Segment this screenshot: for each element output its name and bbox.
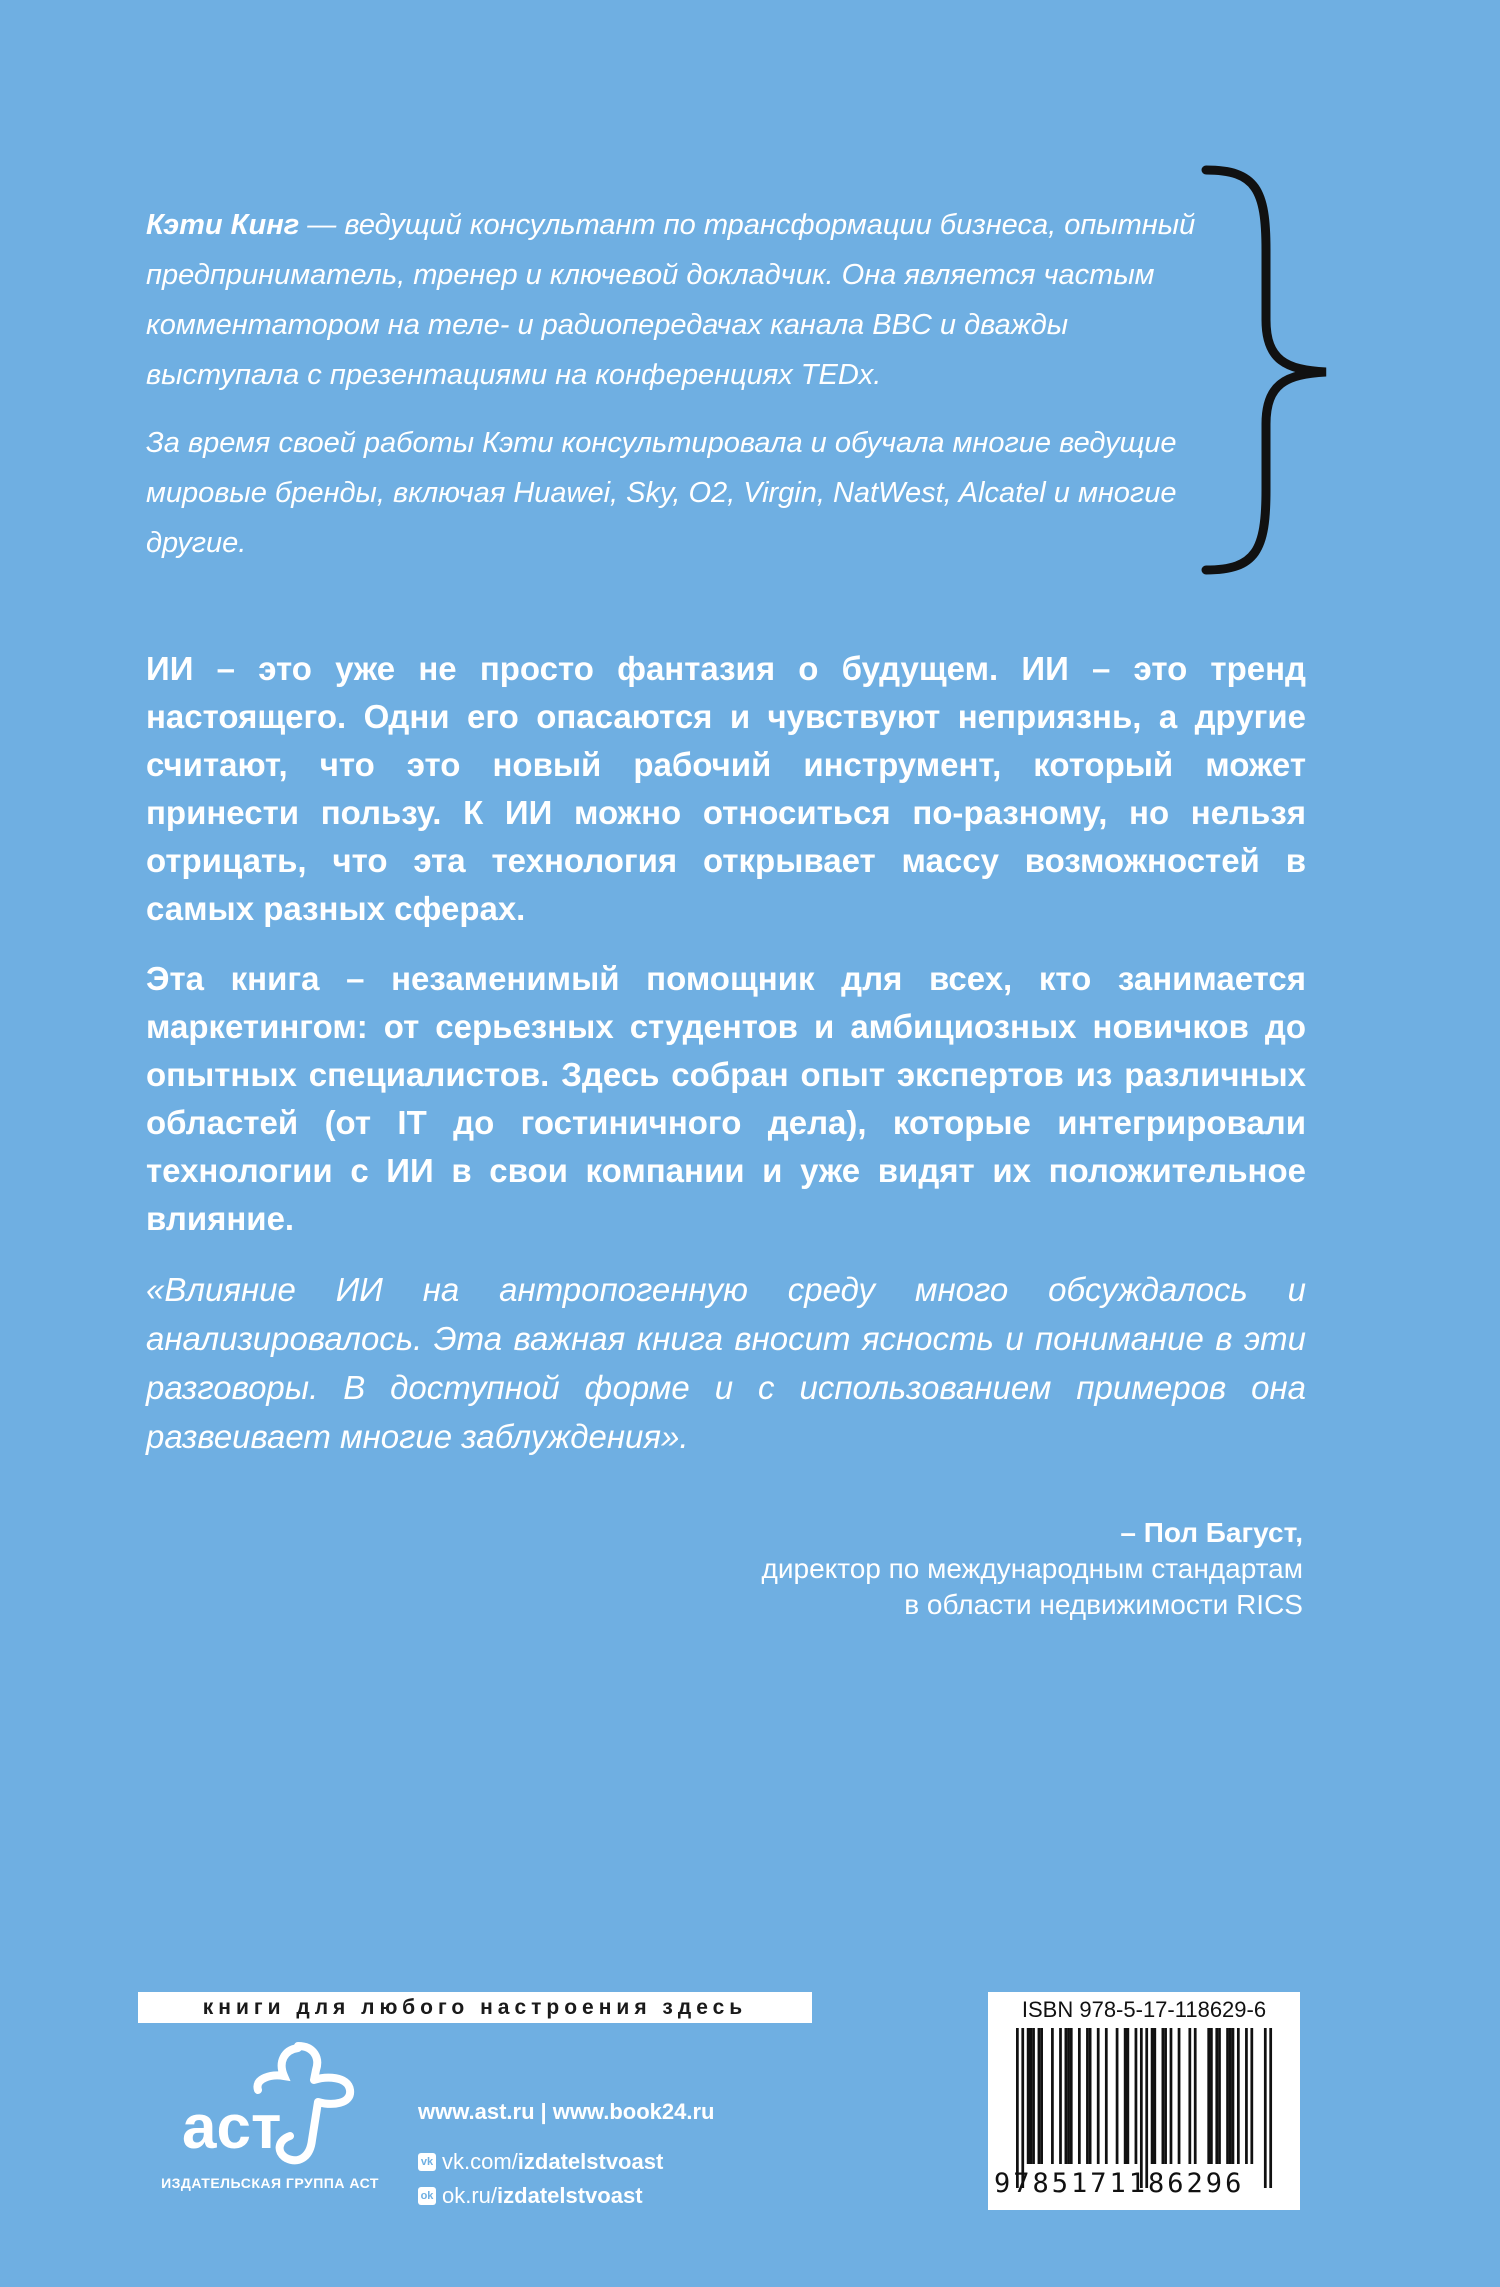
description-paragraph-2: Эта книга – незаменимый помощник для всех, кто занимается маркетингом: от серьезных студентов и амбициозных новичков до опытных специалистов. Здесь собран опыт экспертов из различных областей (от IT до гостиничного дела), которые интегрировали технологии с ИИ в свои компании и уже видят их положительное влияние. bbox=[146, 960, 1306, 1237]
description-paragraph-1: ИИ – это уже не просто фантазия о будущем. ИИ – это тренд настоящего. Одни его опасаются и чувствуют неприязнь, а другие считают, что это новый рабочий инструмент, который может принести пользу. К ИИ можно относиться по-разному, но нельзя отрицать, что эта технология открывает массу возможностей в самых разных сферах. bbox=[146, 650, 1306, 927]
barcode-bar bbox=[1250, 2028, 1253, 2164]
barcode-bar bbox=[1188, 2028, 1191, 2164]
author-bio-text: — ведущий консультант по трансформации бизнеса, опытный предприниматель, тренер и ключевой докладчик. Она является частым комментатором на теле- и радиопередачах канала BBC и дважды выступала с презентациями на конференциях TEDx. bbox=[146, 209, 1196, 391]
slogan-bar: книги для любого настроения здесь bbox=[138, 1992, 812, 2023]
ok-icon: ok bbox=[418, 2187, 436, 2205]
barcode-bar bbox=[1194, 2028, 1197, 2164]
barcode-bar bbox=[1232, 2028, 1235, 2164]
ast-logo bbox=[180, 2040, 360, 2170]
barcode-bar bbox=[1027, 2028, 1030, 2164]
barcode-bar bbox=[1032, 2028, 1035, 2164]
barcode-panel bbox=[988, 1992, 1300, 2210]
barcode-bar bbox=[1269, 2028, 1272, 2188]
barcode-bar bbox=[1207, 2028, 1210, 2164]
quote-author: – Пол Багуст, bbox=[1120, 1517, 1303, 1548]
author-bio bbox=[146, 200, 1206, 568]
barcode-bar bbox=[1078, 2028, 1081, 2164]
quote-attribution bbox=[503, 1515, 1303, 1623]
barcode-bar bbox=[1215, 2028, 1218, 2164]
website-row bbox=[418, 2095, 714, 2129]
vk-handle: izdatelstvoast bbox=[517, 2149, 664, 2174]
barcode-bar bbox=[1135, 2028, 1138, 2164]
vk-row[interactable] bbox=[418, 2141, 714, 2175]
barcode-bar bbox=[1124, 2028, 1127, 2164]
logo-text: аст bbox=[182, 2093, 282, 2162]
author-clients-paragraph: За время своей работы Кэти консультировала и обучала многие ведущие мировые бренды, включая Huawei, Sky, O2, Virgin, NatWest, Alcatel и многие другие. bbox=[146, 427, 1177, 559]
quote-author-role-1: директор по международным стандартам bbox=[761, 1553, 1303, 1584]
barcode-bar bbox=[1264, 2028, 1267, 2188]
barcode-bar bbox=[1086, 2028, 1089, 2164]
barcode-digits: 9785171186296 bbox=[994, 2168, 1245, 2199]
barcode-bar bbox=[1126, 2028, 1129, 2164]
curly-brace-icon bbox=[1196, 150, 1346, 590]
barcode-bar bbox=[1229, 2028, 1232, 2164]
isbn-label: ISBN 978-5-17-118629-6 bbox=[1021, 1997, 1267, 2022]
barcode-bar bbox=[1029, 2028, 1032, 2164]
author-name: Кэти Кинг bbox=[146, 209, 300, 241]
barcode-bar bbox=[1016, 2028, 1019, 2188]
publisher-caption: ИЗДАТЕЛЬСКАЯ ГРУППА АСТ bbox=[161, 2175, 379, 2191]
barcode-bar bbox=[1162, 2028, 1165, 2164]
quote-author-role-2: в области недвижимости RICS bbox=[904, 1589, 1303, 1620]
barcode-bar bbox=[1226, 2028, 1229, 2164]
barcode-bar bbox=[1170, 2028, 1173, 2164]
barcode-bar bbox=[1237, 2028, 1240, 2164]
publisher-links bbox=[418, 2095, 714, 2209]
barcode-bar bbox=[1089, 2028, 1092, 2164]
ok-handle: izdatelstvoast bbox=[497, 2183, 643, 2208]
ok-row[interactable] bbox=[418, 2175, 714, 2209]
barcode-bar bbox=[1065, 2028, 1068, 2164]
website-link-book24[interactable]: www.book24.ru bbox=[552, 2099, 715, 2124]
barcode-bar bbox=[1051, 2028, 1054, 2164]
barcode-bar bbox=[1140, 2028, 1143, 2188]
website-link-ast[interactable]: www.ast.ru bbox=[418, 2099, 535, 2124]
barcode-bar bbox=[1059, 2028, 1062, 2164]
barcode-bar bbox=[1040, 2028, 1043, 2164]
ok-prefix: ok.ru/ bbox=[442, 2183, 498, 2208]
barcode-bar bbox=[1097, 2028, 1100, 2164]
barcode-bar bbox=[1067, 2028, 1070, 2164]
author-bio-paragraph bbox=[146, 200, 1206, 400]
review-quote: «Влияние ИИ на антропогенную среду много обсуждалось и анализировалось. Эта важная книга вносит ясность и понимание в эти разговоры. В доступной форме и с использованием примеров она развеивает многие заблуждения». bbox=[146, 1271, 1306, 1455]
vk-icon: vk bbox=[418, 2153, 436, 2171]
barcode-bar bbox=[1153, 2028, 1156, 2164]
barcode-bar bbox=[1210, 2028, 1213, 2164]
book-description bbox=[146, 645, 1306, 1243]
link-separator: | bbox=[540, 2099, 547, 2124]
barcode-bar bbox=[1116, 2028, 1119, 2164]
barcode-bar bbox=[1178, 2028, 1181, 2164]
barcode-bar bbox=[1164, 2028, 1167, 2164]
barcode-bar bbox=[1070, 2028, 1073, 2164]
barcode-bar bbox=[1145, 2028, 1148, 2188]
barcode-bar bbox=[1105, 2028, 1108, 2164]
vk-prefix: vk.com/ bbox=[442, 2149, 518, 2174]
barcode-bar bbox=[1151, 2028, 1154, 2164]
barcode-bar bbox=[1245, 2028, 1248, 2164]
barcode-bar bbox=[1218, 2028, 1221, 2164]
barcode-bar bbox=[1038, 2028, 1041, 2164]
barcode-bar bbox=[1021, 2028, 1024, 2188]
